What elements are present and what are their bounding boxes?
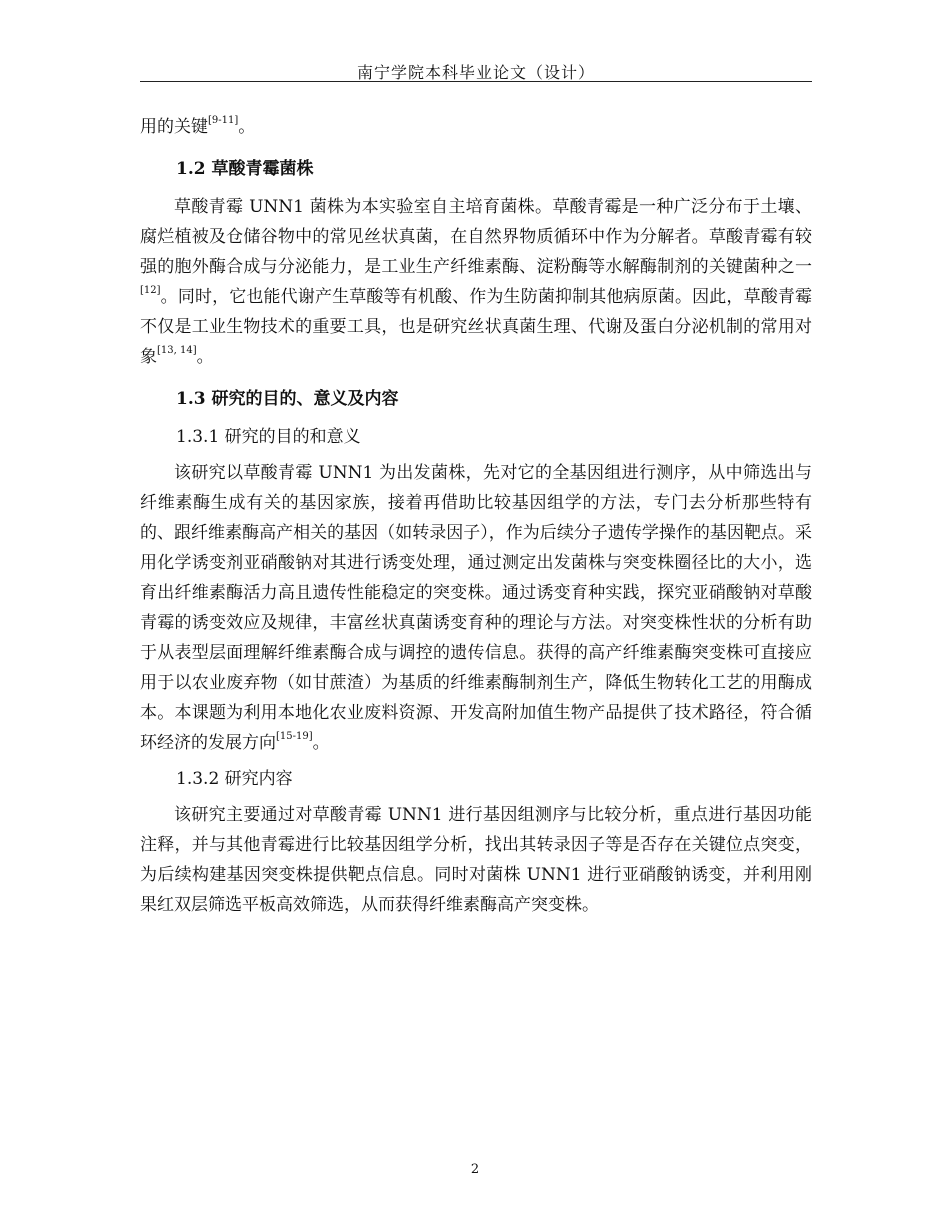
body-content	[140, 112, 812, 926]
citation: [15-19]	[276, 731, 313, 743]
carryover-paragraph: 用的关键[9-11]。	[140, 115, 256, 137]
page-number: 2	[470, 1162, 480, 1177]
carryover-text: 用的关键	[140, 117, 208, 137]
citation: [9-11]	[208, 115, 239, 127]
section-heading-1-2: 1.2 草酸青霉菌株	[176, 159, 314, 179]
subsection-heading-1-3-2: 1.3.2 研究内容	[176, 769, 293, 789]
header-rule	[140, 81, 812, 82]
paragraph-content: 该研究主要通过对草酸青霉 UNN1 进行基因组测序与比较分析，重点进行基因功能注释，并与其他青霉进行比较基因组学分析，找出其转录因子等是否存在关键位点突变，为后续构建基因突变株提供靶点信息。同时对菌株 UNN1 进行亚硝酸钠诱变，并利用刚果红双层筛选平板高效筛选，从而获得纤维素酶高产突变株。	[140, 805, 812, 915]
citation: [12]	[140, 285, 161, 297]
subsection-heading-1-3-1: 1.3.1 研究的目的和意义	[176, 427, 361, 447]
paragraph-strain: 草酸青霉 UNN1 菌株为本实验室自主培育菌株。草酸青霉是一种广泛分布于土壤、腐烂植被及仓储谷物中的常见丝状真菌，在自然界物质循环中作为分解者。草酸青霉有较强的胞外酶合成与分泌能力，是工业生产纤维素酶、淀粉酶等水解酶制剂的关键菌种之一[12]。同时，它也能代谢产生草酸等有机酸、作为生防菌抑制其他病原菌。因此，草酸青霉不仅是工业生物技术的重要工具，也是研究丝状真菌生理、代谢及蛋白分泌机制的常用对象[13, 14]。	[140, 197, 812, 367]
running-header: 南宁学院本科毕业论文（设计）	[356, 63, 595, 82]
section-heading-1-3: 1.3 研究的目的、意义及内容	[176, 389, 399, 409]
citation: [13, 14]	[157, 345, 197, 357]
paragraph-purpose: 该研究以草酸青霉 UNN1 为出发菌株，先对它的全基因组进行测序，从中筛选出与纤维素酶生成有关的基因家族，接着再借助比较基因组学的方法，专门去分析那些特有的、跟纤维素酶高产相关的基因（如转录因子），作为后续分子遗传学操作的基因靶点。采用化学诱变剂亚硝酸钠对其进行诱变处理，通过测定出发菌株与突变株圈径比的大小，选育出纤维素酶活力高且遗传性能稳定的突变株。通过诱变育种实践，探究亚硝酸钠对草酸青霉的诱变效应及规律，丰富丝状真菌诱变育种的理论与方法。对突变株性状的分析有助于从表型层面理解纤维素酶合成与调控的遗传信息。获得的高产纤维素酶突变株可直接应用于以农业废弃物（如甘蔗渣）为基质的纤维素酶制剂生产，降低生物转化工艺的用酶成本。本课题为利用本地化农业废料资源、开发高附加值生物产品提供了技术路径，符合循环经济的发展方向[15-19]。	[140, 463, 812, 753]
